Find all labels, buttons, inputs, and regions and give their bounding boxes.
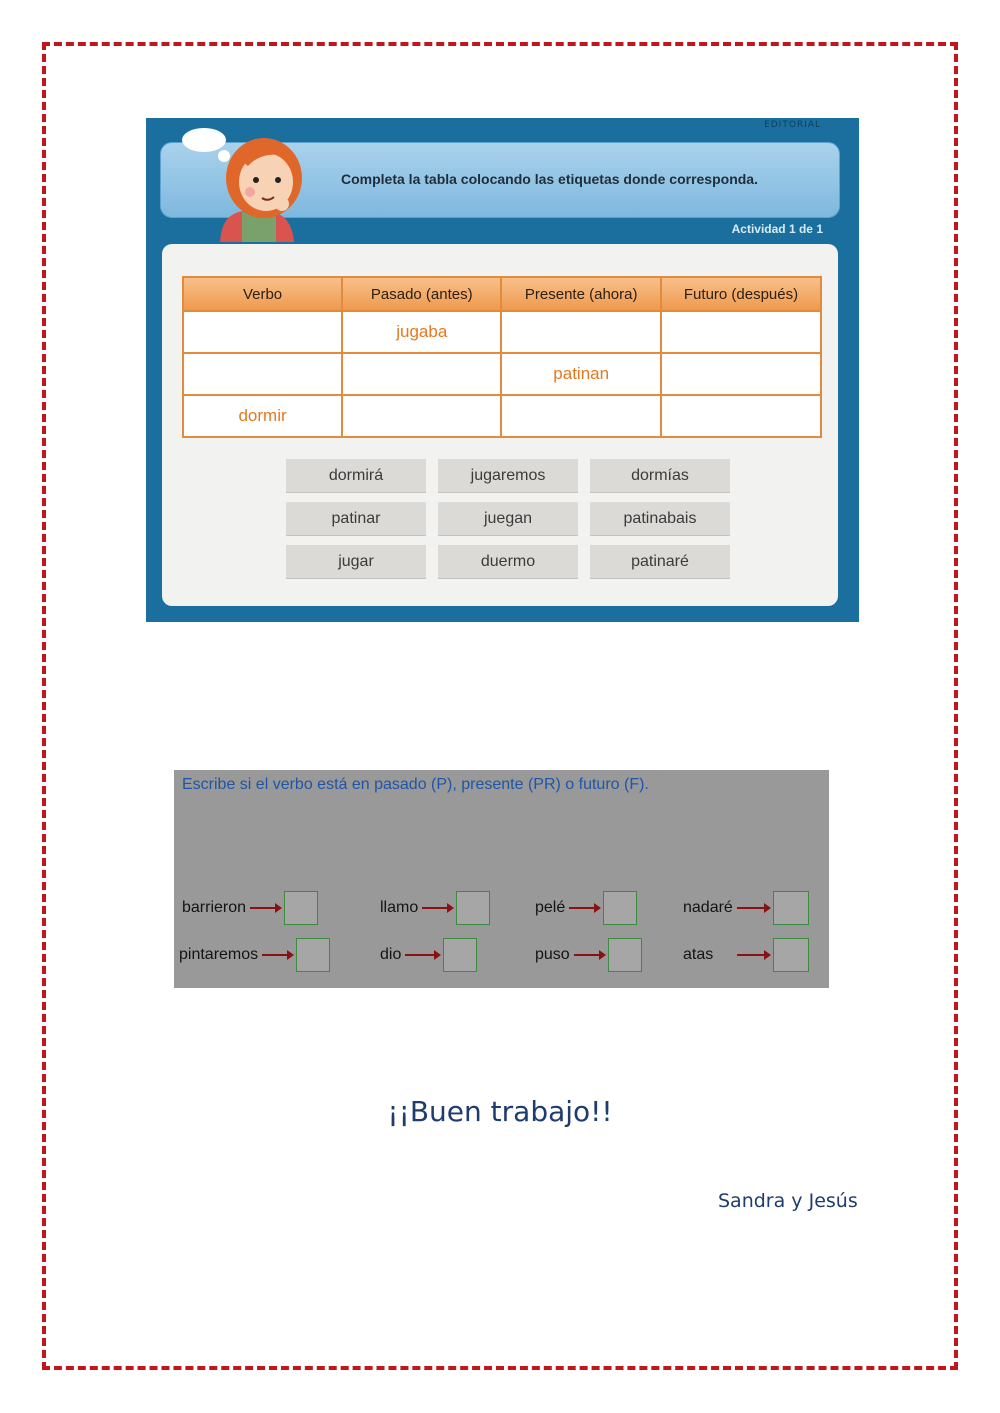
verb-word: pintaremos	[179, 946, 259, 963]
activity-counter: Actividad 1 de 1	[731, 222, 823, 236]
arrow-icon	[569, 907, 599, 909]
activity-2	[174, 770, 829, 988]
answer-box[interactable]	[608, 938, 642, 972]
verb-word: llamo	[380, 899, 419, 916]
arrow-icon	[262, 954, 292, 956]
arrow-icon	[422, 907, 452, 909]
closing-message: ¡¡Buen trabajo!!	[387, 1095, 613, 1128]
answer-box[interactable]	[284, 891, 318, 925]
label-chip[interactable]: dormirá	[286, 459, 426, 492]
header-pasado: Pasado (antes)	[342, 277, 501, 311]
answer-box[interactable]	[773, 891, 809, 925]
verb-word: pelé	[535, 899, 566, 916]
table-row	[183, 311, 821, 353]
verb-word: atas	[683, 946, 714, 963]
table-cell[interactable]	[661, 353, 821, 395]
arrow-icon	[405, 954, 439, 956]
verb-item	[182, 891, 318, 925]
arrow-icon	[250, 907, 280, 909]
label-chip[interactable]: patinabais	[590, 502, 730, 535]
table-cell[interactable]: jugaba	[342, 311, 501, 353]
verb-word: puso	[535, 946, 570, 963]
brand-logo: EDITORIAL	[764, 120, 821, 130]
header-presente: Presente (ahora)	[501, 277, 661, 311]
activity-2-instruction: Escribe si el verbo está en pasado (P), presente (PR) o futuro (F).	[182, 776, 649, 793]
table-cell[interactable]	[661, 395, 821, 437]
label-chip[interactable]: jugar	[286, 545, 426, 578]
verb-item	[380, 891, 490, 925]
label-chip[interactable]: dormías	[590, 459, 730, 492]
verb-word: nadaré	[683, 899, 733, 916]
arrow-icon	[574, 954, 604, 956]
table-cell[interactable]	[501, 311, 661, 353]
header-verbo: Verbo	[183, 277, 342, 311]
label-chip[interactable]: jugaremos	[438, 459, 578, 492]
verb-item	[683, 891, 809, 925]
label-chip[interactable]: patinaré	[590, 545, 730, 578]
verb-item	[535, 891, 637, 925]
label-chip[interactable]: patinar	[286, 502, 426, 535]
answer-box[interactable]	[456, 891, 490, 925]
verb-word: barrieron	[182, 899, 247, 916]
label-chip[interactable]: duermo	[438, 545, 578, 578]
label-chip[interactable]: juegan	[438, 502, 578, 535]
draggable-labels	[286, 459, 738, 578]
answer-box[interactable]	[296, 938, 330, 972]
table-cell[interactable]	[183, 311, 342, 353]
table-cell[interactable]: patinan	[501, 353, 661, 395]
header-futuro: Futuro (después)	[661, 277, 821, 311]
answer-box[interactable]	[773, 938, 809, 972]
table-cell[interactable]: dormir	[183, 395, 342, 437]
table-row	[183, 353, 821, 395]
verb-item	[179, 938, 330, 972]
verb-item	[535, 938, 642, 972]
arrow-icon	[737, 954, 769, 956]
table-row	[183, 395, 821, 437]
authors-signature: Sandra y Jesús	[718, 1190, 858, 1212]
table-cell[interactable]	[183, 353, 342, 395]
verb-item	[380, 938, 477, 972]
activity-1-instruction: Completa la tabla colocando las etiquetas donde corresponda.	[341, 171, 758, 187]
table-cell[interactable]	[661, 311, 821, 353]
answer-box[interactable]	[603, 891, 637, 925]
activity-1	[146, 118, 859, 622]
arrow-icon	[737, 907, 769, 909]
table-cell[interactable]	[501, 395, 661, 437]
answer-box[interactable]	[443, 938, 477, 972]
girl-illustration	[164, 120, 314, 242]
activity-panel	[162, 244, 838, 606]
verb-item	[683, 938, 809, 972]
table-cell[interactable]	[342, 353, 501, 395]
table-cell[interactable]	[342, 395, 501, 437]
verb-table	[182, 276, 822, 438]
table-header-row	[183, 277, 821, 311]
verb-word: dio	[380, 946, 402, 963]
